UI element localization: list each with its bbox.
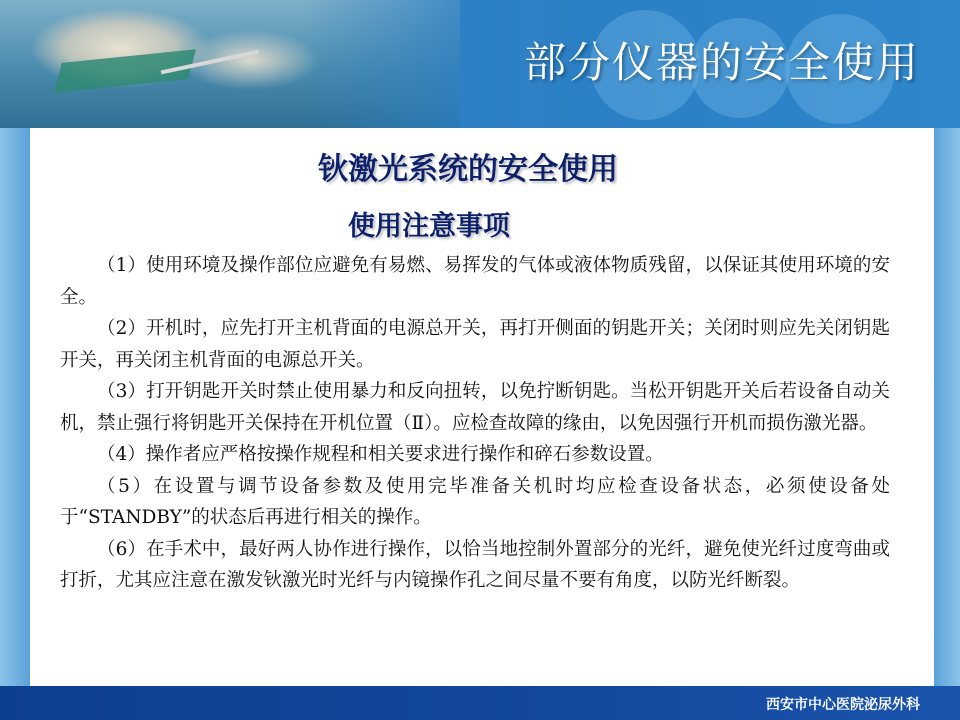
paragraph: （6）在手术中，最好两人协作进行操作，以恰当地控制外置部分的光纤，避免使光纤过度弯曲或打折，尤其应注意在激发钬激光时光纤与内镜操作孔之间尽量不要有角度，以防光纤断裂。 xyxy=(60,538,890,591)
paragraph: （3）打开钥匙开关时禁止使用暴力和反向扭转，以免拧断钥匙。当松开钥匙开关后若设备自动关机，禁止强行将钥匙开关保持在开机位置（Ⅱ）。应检查故障的缘由，以免因强行开机而损伤激光器。 xyxy=(60,381,890,434)
right-border xyxy=(934,128,960,686)
paragraph-list xyxy=(60,250,890,597)
section-subtitle: 使用注意事项 xyxy=(348,211,510,242)
photo-fade xyxy=(300,0,520,128)
left-border xyxy=(0,128,30,686)
content-area xyxy=(30,128,934,686)
section-title-text: 钬激光系统的安全使用 xyxy=(318,152,618,187)
section-title xyxy=(30,144,934,188)
footer-text: 西安市中心医院泌尿外科 xyxy=(766,697,920,713)
paragraph: （2）开机时，应先打开主机背面的电源总开关，再打开侧面的钥匙开关；关闭时则应先关闭钥匙开关，再关闭主机背面的电源总开关。 xyxy=(60,318,890,371)
header-banner xyxy=(0,0,960,128)
page-title: 部分仪器的安全使用 xyxy=(523,38,920,87)
paragraph: （1）使用环境及操作部位应避免有易燃、易挥发的气体或液体物质残留，以保证其使用环境的安全。 xyxy=(60,255,890,308)
paragraph: （5）在设置与调节设备参数及使用完毕准备关机时均应检查设备状态，必须使设备处于“STANDBY”的状态后再进行相关的操作。 xyxy=(60,475,890,528)
paragraph: （4）操作者应严格按操作规程和相关要求进行操作和碎石参数设置。 xyxy=(97,444,664,465)
